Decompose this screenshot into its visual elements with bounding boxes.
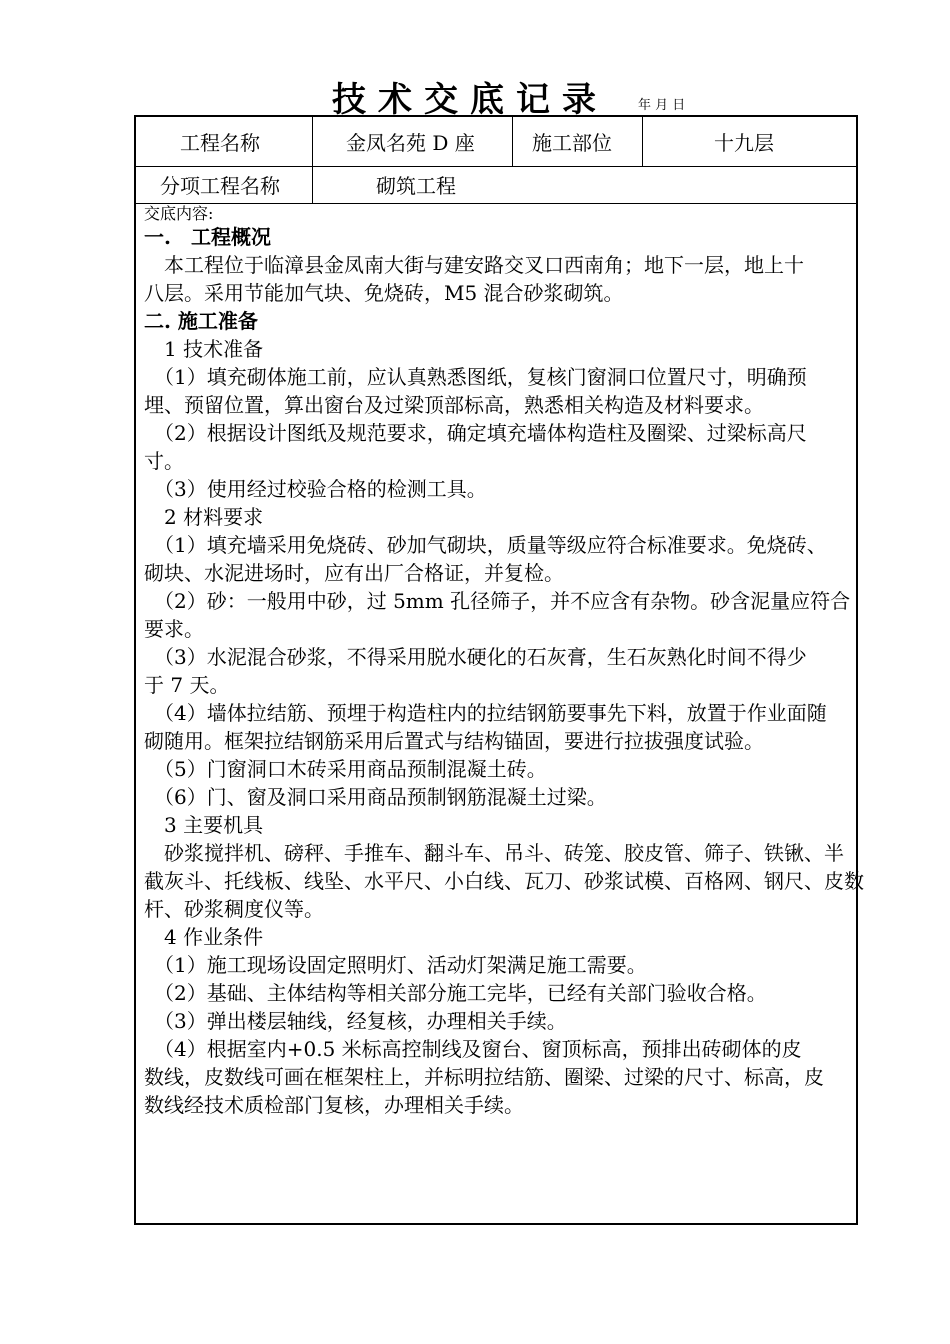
col-divider <box>312 117 313 204</box>
content-line: 砌随用。框架拉结钢筋采用后置式与结构锚固，要进行拉拔强度试验。 <box>144 729 764 754</box>
col-divider <box>512 117 513 167</box>
content-line: 于 7 天。 <box>144 673 230 698</box>
content-line: （3）使用经过校验合格的检测工具。 <box>144 477 487 502</box>
content-line: 要求。 <box>144 617 204 642</box>
section-heading: 一. 工程概况 <box>144 225 271 250</box>
content-line: （2）砂：一般用中砂，过 5mm 孔径筛子，并不应含有杂物。砂含泥量应符合 <box>144 589 851 614</box>
location-value: 十九层 <box>714 131 774 155</box>
content-line: （2）根据设计图纸及规范要求，确定填充墙体构造柱及圈梁、过梁标高尺 <box>144 421 807 446</box>
content-line: 本工程位于临漳县金凤南大街与建安路交叉口西南角；地下一层，地上十 <box>144 253 804 278</box>
col-divider <box>642 117 643 167</box>
sub-project-value: 砌筑工程 <box>376 174 456 198</box>
content-label: 交底内容: <box>144 204 214 223</box>
document-title: 技术交底记录 <box>332 80 608 120</box>
content-line: 数线经技术质检部门复核，办理相关手续。 <box>144 1093 524 1118</box>
content-line: 砂浆搅拌机、磅秤、手推车、翻斗车、吊斗、砖笼、胶皮管、筛子、铁锹、半 <box>144 841 844 866</box>
content-line: 寸。 <box>144 449 184 474</box>
date-field: 年 月 日 <box>638 98 686 113</box>
content-line: （3）水泥混合砂浆，不得采用脱水硬化的石灰膏，生石灰熟化时间不得少 <box>144 645 807 670</box>
content-line: （1）施工现场设固定照明灯、活动灯架满足施工需要。 <box>144 953 647 978</box>
content-line: （6）门、窗及洞口采用商品预制钢筋混凝土过梁。 <box>144 785 607 810</box>
content-line: 八层。采用节能加气块、免烧砖，M5 混合砂浆砌筑。 <box>144 281 624 306</box>
subsection-heading: 4 作业条件 <box>144 925 264 950</box>
project-name-value: 金凤名苑 D 座 <box>346 131 475 155</box>
location-label: 施工部位 <box>532 131 612 155</box>
subsection-heading: 3 主要机具 <box>144 813 264 838</box>
content-line: （4）根据室内+0.5 米标高控制线及窗台、窗顶标高，预排出砖砌体的皮 <box>144 1037 802 1062</box>
content-line: （5）门窗洞口木砖采用商品预制混凝土砖。 <box>144 757 547 782</box>
content-line: 截灰斗、托线板、线坠、水平尺、小白线、瓦刀、砂浆试模、百格网、钢尺、皮数 <box>144 869 864 894</box>
content-line: 埋、预留位置，算出窗台及过梁顶部标高，熟悉相关构造及材料要求。 <box>144 393 764 418</box>
content-line: （4）墙体拉结筋、预埋于构造柱内的拉结钢筋要事先下料，放置于作业面随 <box>144 701 827 726</box>
sub-project-label: 分项工程名称 <box>160 174 280 198</box>
subsection-heading: 1 技术准备 <box>144 337 264 362</box>
content-line: （1）填充墙采用免烧砖、砂加气砌块，质量等级应符合标准要求。免烧砖、 <box>144 533 827 558</box>
subsection-heading: 2 材料要求 <box>144 505 264 530</box>
document-header <box>146 70 806 120</box>
content-section <box>144 204 864 1119</box>
content-line: （3）弹出楼层轴线，经复核，办理相关手续。 <box>144 1009 567 1034</box>
project-name-label: 工程名称 <box>180 131 260 155</box>
section-heading: 二. 施工准备 <box>144 309 258 334</box>
content-line: 杆、砂浆稠度仪等。 <box>144 897 324 922</box>
content-line: （1）填充砌体施工前，应认真熟悉图纸，复核门窗洞口位置尺寸，明确预 <box>144 365 807 390</box>
row-divider <box>136 166 856 167</box>
content-line: 砌块、水泥进场时，应有出厂合格证，并复检。 <box>144 561 564 586</box>
content-line: （2）基础、主体结构等相关部分施工完毕，已经有关部门验收合格。 <box>144 981 767 1006</box>
content-line: 数线，皮数线可画在框架柱上，并标明拉结筋、圈梁、过梁的尺寸、标高，皮 <box>144 1065 824 1090</box>
